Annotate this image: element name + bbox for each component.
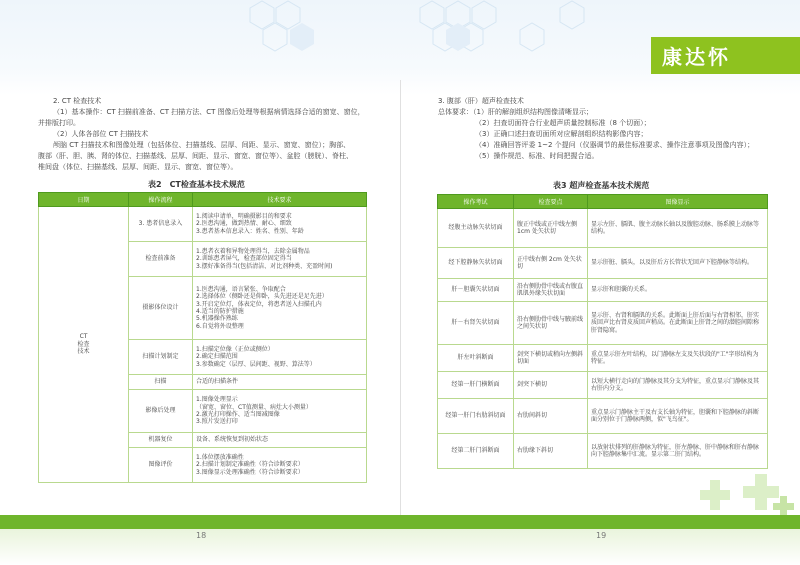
table-row (438, 399, 768, 434)
footer-bar (0, 515, 800, 529)
page-number-left: 18 (196, 531, 207, 540)
image-cell: 显示左肝、膈肌、腹主动脉长轴以及腹腔动脉、肠系膜上动脉等结构。 (588, 209, 768, 248)
point-cell: 剑突下横切或稍向左侧斜切面 (514, 345, 588, 372)
table-header-row (39, 193, 367, 207)
left-line: 2. CT 检查技术 (53, 97, 102, 105)
merged-category-cell: CT 检查 技术 (39, 207, 129, 483)
table-row (438, 345, 768, 372)
right-line: 3. 腹部（肝）超声检查技术 (438, 97, 524, 105)
left-line: 椎间盘（体位、扫描基线、层厚、间距、显示、窗宽、窗位等）。 (38, 163, 238, 171)
name-cell: 经第二肝门斜断面 (438, 434, 514, 469)
column-header: 操作考试 (438, 195, 514, 209)
step-cell: 3. 患者信息录入 (129, 207, 193, 242)
image-cell: 显示肝和胆囊的关系。 (588, 279, 768, 302)
step-cell: 检查前准备 (129, 242, 193, 277)
point-cell: 右肋间斜切 (514, 399, 588, 434)
footer-gradient (0, 529, 800, 565)
requirement-cell: 1.体位摆放准确性 2.扫描计划制定准确性（符合诊断要求） 3.图像显示处理准确性（符合诊断要求） (193, 448, 367, 483)
page-number-right: 19 (596, 531, 607, 540)
requirement-cell: 合适的扫描条件 (193, 375, 367, 390)
requirement-cell: 1.阅读申请单，明确摄影目的和要求 2.医患沟通，做到热情、耐心、细致 3.患者基本信息录入：姓名、性别、年龄 (193, 207, 367, 242)
page-divider (400, 80, 401, 520)
right-line: （4）准确回答评委 1~2 个提问（仪器调节的最佳标准要求、操作注意事项及图像内容）； (475, 141, 755, 149)
name-cell: 经下腔静脉矢状切面 (438, 248, 514, 279)
name-cell: 肝－胆囊矢状切面 (438, 279, 514, 302)
table-row (438, 209, 768, 248)
requirement-cell: 1.扫描定位像（正位或侧位） 2.确定扫描范围 3.参数确定（层厚、层间距、视野、算法等） (193, 340, 367, 375)
image-cell: 重点显示门静脉主干及右支长轴为特征，胆囊和下腔静脉的斜断面分别位于门静脉两侧，似"飞鸟征"。 (588, 399, 768, 434)
requirement-cell: 1.医患沟通，语言紧张、争取配合 2.选择体位（侧卧还是仰卧，头先进还是足先进） 3.开启定位灯，体表定位，将患者送入扫描孔内 4.适当的防护措施 5.机器操作熟练 6.自觉将外设整理 (193, 277, 367, 340)
table-row (438, 372, 768, 399)
left-table-caption: 表2 CT检查基本技术规范 (148, 180, 245, 189)
step-cell: 影像后处理 (129, 390, 193, 433)
left-line: 并排版打印。 (38, 119, 80, 127)
left-line: （1）基本操作：CT 扫描前准备、CT 扫描方法、CT 图像后处理等根据病情选择合适的窗宽、窗位， (53, 108, 365, 116)
name-cell: 经第一肝门横断面 (438, 372, 514, 399)
right-line: 总体要求：（1）肝的解剖组织结构图像清晰显示； (438, 108, 593, 116)
ct-spec-table (38, 192, 367, 483)
point-cell: 剑突下横切 (514, 372, 588, 399)
step-cell: 机器复位 (129, 433, 193, 448)
requirement-cell: 1.图像处理显示 （窗宽、窗位、CT值测量、病灶大小测量） 2.激光打印操作、适当图减图像 3.照片发送打印 (193, 390, 367, 433)
name-cell: 经腹主动脉矢状切面 (438, 209, 514, 248)
point-cell: 右肋缘下斜切 (514, 434, 588, 469)
step-cell: 图像评价 (129, 448, 193, 483)
table-row (438, 279, 768, 302)
name-cell: 经第一肝门右肋斜切面 (438, 399, 514, 434)
right-line: （5）操作规范、标准、时间把握合适。 (475, 152, 599, 160)
table-row (438, 302, 768, 345)
right-line: （3）正确口述扫查切面所对应解剖组织结构影像内容； (475, 130, 648, 138)
table-row (438, 434, 768, 469)
step-cell: 扫描 (129, 375, 193, 390)
point-cell: 沿右侧肋骨中线与腋前线之间矢状切 (514, 302, 588, 345)
point-cell: 腹正中线或正中线左侧 1cm 处矢状切 (514, 209, 588, 248)
image-cell: 显示肝、右肾和膈肌的关系。此断面上肝后面与右肾相邻，肝实质回声比右肾皮质回声稍高。在此断面上肝肾之间的潜腔间隙称肝肾隐窝。 (588, 302, 768, 345)
medical-cross-decoration (680, 470, 800, 520)
image-cell: 重点显示肝左叶结构，以门静脉左支及矢状段的"工"字形结构为特征。 (588, 345, 768, 372)
table-header-row (438, 195, 768, 209)
step-cell: 摄影体位设计 (129, 277, 193, 340)
brand-logo-text: 康达怀 (662, 45, 731, 69)
table-row (39, 207, 367, 242)
right-table-caption: 表3 超声检查基本技术规范 (553, 181, 650, 190)
image-cell: 以放射状排列的肝静脉为特征，肝左静脉、肝中静脉和肝右静脉向下腔静脉集中汇流。显示第二肝门结构。 (588, 434, 768, 469)
table-row (438, 248, 768, 279)
column-header: 操作流程 (129, 193, 193, 207)
name-cell: 肝－右肾矢状切面 (438, 302, 514, 345)
image-cell: 显示肝脏、膈头，以及肝后方长管状无回声下腔静脉等结构。 (588, 248, 768, 279)
point-cell: 正中线右侧 2cm 处矢状切 (514, 248, 588, 279)
ultrasound-spec-table (437, 194, 768, 469)
point-cell: 沿右侧肋骨中线或右腹直肌肌外缘矢状切面 (514, 279, 588, 302)
left-line: 腹部（肝、胆、胰、肾的体位、扫描基线、层厚、间距、显示、窗宽、窗位等）、盆腔（膀胱）、脊柱、 (38, 152, 353, 160)
requirement-cell: 设备、系统恢复到初始状态 (193, 433, 367, 448)
column-header: 日期 (39, 193, 129, 207)
column-header: 检查要点 (514, 195, 588, 209)
left-line: （2）人体各部位 CT 扫描技术 (53, 130, 149, 138)
column-header: 技术要求 (193, 193, 367, 207)
name-cell: 肝左叶斜断面 (438, 345, 514, 372)
column-header: 图像显示 (588, 195, 768, 209)
requirement-cell: 1.患者衣着和异物处理得当，去除金属物品 2.训练患者屏气，检查部位固定得当 3.摆好准备得当(包括清洁、对比剂种类、充盈时间) (193, 242, 367, 277)
right-line: （2）扫查切面符合行业超声质量控制标准（8 个切面）； (475, 119, 651, 127)
image-cell: 以短大横行走向的门静脉及其分支为特征，重点显示门静脉及其右肝内分支。 (588, 372, 768, 399)
step-cell: 扫描计划制定 (129, 340, 193, 375)
left-line: 颅脑 CT 扫描技术和图像处理（包括体位、扫描基线、层厚、间距、显示、窗宽、窗位）；胸部、 (53, 141, 351, 149)
